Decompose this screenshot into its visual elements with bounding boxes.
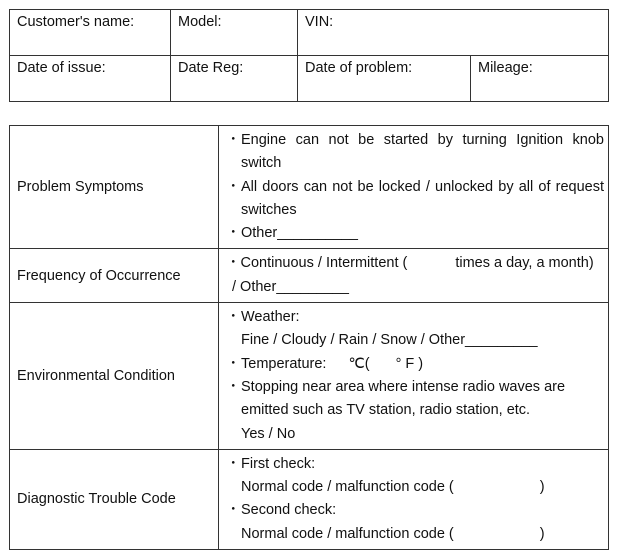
mileage-cell [471, 56, 609, 102]
vin-label: VIN: [305, 14, 334, 30]
weather-options: Fine / Cloudy / Rain / Snow / Other_________ [241, 332, 538, 349]
date-of-issue-cell [10, 56, 171, 102]
radio-wave-item: ・ Stopping near area where intense radio waves are emitted such as TV station, radio station, etc. [226, 378, 566, 419]
weather-item: ・Weather: [226, 309, 300, 326]
symptom-item: ・Other__________ [226, 225, 358, 242]
first-check-item: ・First check: [226, 455, 316, 472]
yes-no-options: Yes / No [241, 425, 296, 442]
symptom-item: ・ Engine can not be started by turning Ignition knob switch [226, 132, 604, 172]
date-reg-label: Date Reg: [178, 60, 244, 76]
problem-details-table [9, 125, 609, 550]
symptom-item: ・ All doors can not be locked / unlocked by all of request switches [226, 178, 604, 218]
frequency-row [10, 249, 609, 303]
frequency-options: ・Continuous / Intermittent ( times a day, a month) [226, 255, 594, 272]
environment-label: Environmental Condition [10, 303, 219, 450]
dtc-content [219, 449, 609, 549]
vehicle-info-table [9, 9, 609, 102]
frequency-label: Frequency of Occurrence [10, 249, 219, 303]
dtc-label: Diagnostic Trouble Code [10, 449, 219, 549]
model-cell [171, 10, 298, 56]
vin-cell [298, 10, 609, 56]
mileage-label: Mileage: [478, 60, 533, 76]
customer-name-cell [10, 10, 171, 56]
problem-symptoms-content [219, 126, 609, 249]
date-of-issue-label: Date of issue: [17, 60, 106, 76]
temperature-item: ・Temperature: ℃( ° F ) [226, 355, 424, 372]
environment-content [219, 303, 609, 450]
date-reg-cell [171, 56, 298, 102]
problem-symptoms-row [10, 126, 609, 249]
environment-row [10, 303, 609, 450]
first-check-code: Normal code / malfunction code ( ) [241, 479, 545, 496]
date-of-problem-cell [298, 56, 471, 102]
frequency-other: / Other_________ [232, 278, 349, 295]
dtc-row [10, 449, 609, 549]
second-check-item: ・Second check: [226, 502, 337, 519]
frequency-content [219, 249, 609, 303]
model-label: Model: [178, 14, 222, 30]
problem-symptoms-label: Problem Symptoms [10, 126, 219, 249]
date-of-problem-label: Date of problem: [305, 60, 413, 76]
customer-name-label: Customer's name: [17, 14, 135, 30]
second-check-code: Normal code / malfunction code ( ) [241, 525, 545, 542]
